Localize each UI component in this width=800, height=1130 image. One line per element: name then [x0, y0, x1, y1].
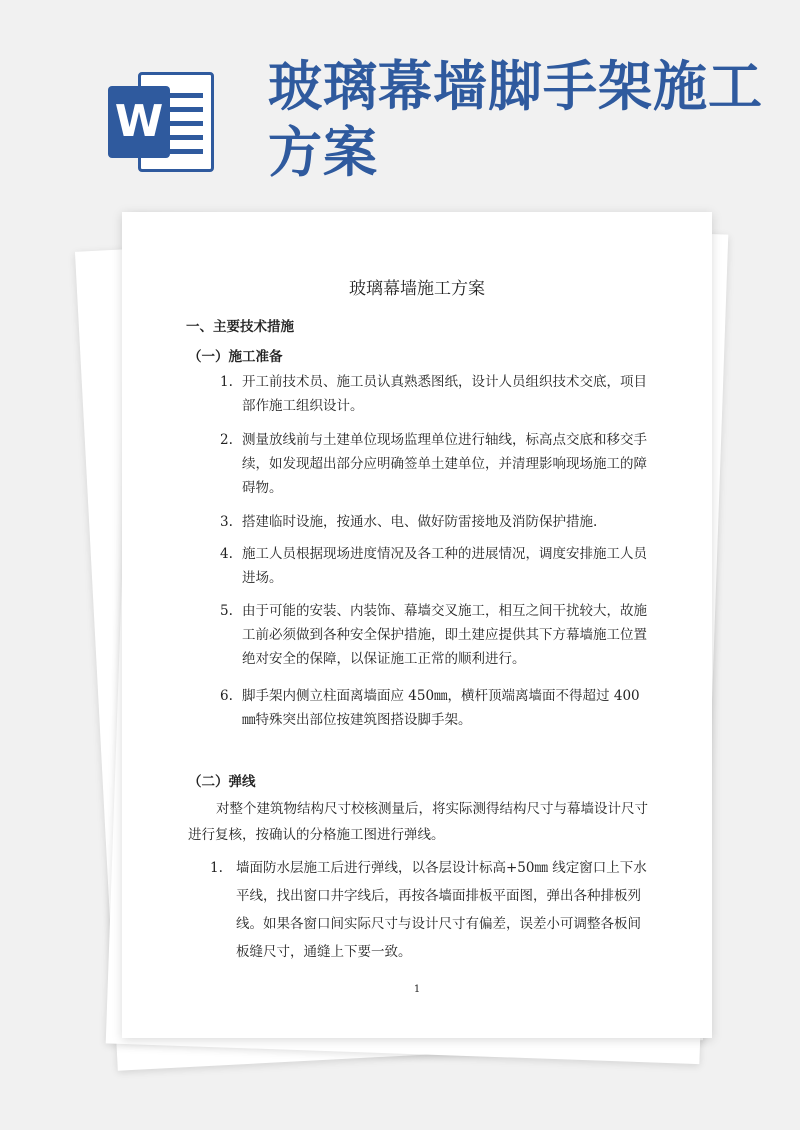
list-item: [210, 854, 650, 966]
list-item-text: 测量放线前与土建单位现场监理单位进行轴线，标高点交底和移交手续，如发现超出部分应明确签单土建单位，并清理影响现场施工的障碍物。: [242, 432, 647, 496]
subsection-heading: （一）施工准备: [188, 349, 283, 365]
list-item: [220, 428, 650, 500]
list-item: [220, 599, 650, 671]
list-item-number: 4.: [220, 546, 233, 562]
header-title: 玻璃幕墙脚手架施工方案: [268, 55, 763, 184]
list-item: [220, 510, 650, 534]
list-item: [220, 542, 650, 590]
paragraph: 对整个建筑物结构尺寸校核测量后，将实际测得结构尺寸与幕墙设计尺寸进行复核，按确认的分格施工图进行弹线。: [188, 801, 648, 843]
section-heading: 一、主要技术措施: [186, 319, 294, 335]
document-title: 玻璃幕墙施工方案: [349, 279, 485, 299]
list-item-number: 6.: [220, 688, 233, 704]
list-item: [220, 370, 650, 418]
list-item: [220, 684, 650, 732]
list-item-number: 1.: [220, 374, 233, 390]
page-number: 1: [413, 984, 421, 995]
list-item-number: 3.: [220, 514, 233, 530]
subsection-heading: （二）弹线: [188, 774, 256, 790]
list-item-number: 5.: [220, 603, 233, 619]
list-item-text: 墙面防水层施工后进行弹线，以各层设计标高+50㎜ 线定窗口上下水平线，找出窗口井字线后，再按各墙面排板平面图，弹出各种排板列线。如果各窗口间实际尺寸与设计尺寸有偏差，误差小可调整各板间板缝尺寸，通缝上下要一致。: [236, 860, 647, 960]
list-item-number: 1.: [210, 860, 223, 876]
document-page: [122, 212, 712, 1038]
list-item-text: 开工前技术员、施工员认真熟悉图纸，设计人员组织技术交底，项目部作施工组织设计。: [242, 374, 647, 414]
list-item-number: 2.: [220, 432, 233, 448]
list-item-text: 脚手架内侧立柱面离墙面应 450㎜，横杆顶端离墙面不得超过 400㎜特殊突出部位按建筑图搭设脚手架。: [242, 688, 640, 728]
word-logo-letter: W: [108, 86, 170, 158]
list-item-text: 搭建临时设施，按通水、电、做好防雷接地及消防保护措施.: [242, 514, 598, 530]
list-item-text: 由于可能的安装、内装饰、幕墙交叉施工，相互之间干扰较大，故施工前必须做到各种安全保护措施，即土建应提供其下方幕墙施工位置绝对安全的保障，以保证施工正常的顺利进行。: [242, 603, 647, 667]
word-document-icon: [108, 72, 216, 172]
list-item-text: 施工人员根据现场进度情况及各工种的进展情况，调度安排施工人员进场。: [242, 546, 647, 586]
